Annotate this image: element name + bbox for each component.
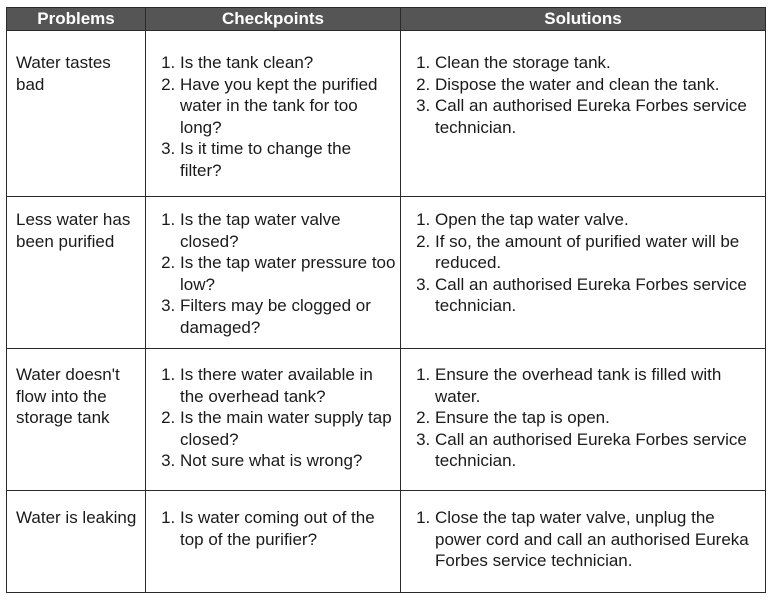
solution-item: 3. Call an authorised Eureka Forbes service technician. (435, 429, 761, 472)
problem-cell (7, 31, 146, 197)
solutions-cell (401, 31, 766, 197)
checkpoint-item: 3. Not sure what is wrong? (180, 450, 396, 472)
header-solutions: Solutions (401, 8, 766, 31)
checkpoint-item: 1. Is the tap water valve closed? (180, 209, 396, 252)
solution-item: 1. Close the tap water valve, unplug the power cord and call an authorised Eureka Forbes service technician. (435, 507, 761, 572)
checkpoint-item: 2. Have you kept the purified water in the tank for too long? (180, 74, 396, 139)
table-row (7, 31, 766, 197)
solutions-list (401, 31, 765, 138)
checkpoints-list (146, 491, 400, 550)
solution-item: 2. Ensure the tap is open. (435, 407, 761, 429)
solution-item: 2. If so, the amount of purified water will be reduced. (435, 231, 761, 274)
solutions-list (401, 349, 765, 472)
table-row (7, 349, 766, 491)
checkpoints-list (146, 349, 400, 472)
solution-item: 3. Call an authorised Eureka Forbes service technician. (435, 95, 761, 138)
problem-cell (7, 197, 146, 349)
problem-text: Water doesn't flow into the storage tank (16, 365, 120, 427)
solution-item: 3. Call an authorised Eureka Forbes service technician. (435, 274, 761, 317)
header-row (7, 8, 766, 31)
solution-item: 1. Clean the storage tank. (435, 52, 761, 74)
table-row (7, 491, 766, 593)
checkpoint-item: 1. Is there water available in the overhead tank? (180, 364, 396, 407)
solutions-cell (401, 197, 766, 349)
solution-item: 1. Ensure the overhead tank is filled with water. (435, 364, 761, 407)
solution-item: 2. Dispose the water and clean the tank. (435, 74, 761, 96)
problem-cell (7, 349, 146, 491)
checkpoints-list (146, 31, 400, 181)
checkpoints-cell (146, 491, 401, 593)
solutions-cell (401, 491, 766, 593)
checkpoints-cell (146, 31, 401, 197)
table-row (7, 197, 766, 349)
header-problems: Problems (7, 8, 146, 31)
solutions-list (401, 197, 765, 317)
checkpoints-list (146, 197, 400, 338)
problem-text: Less water has been purified (16, 210, 131, 251)
problem-text: Water is leaking (16, 508, 137, 527)
checkpoints-cell (146, 197, 401, 349)
checkpoint-item: 1. Is the tank clean? (180, 52, 396, 74)
header-checkpoints: Checkpoints (146, 8, 401, 31)
problem-text: Water tastes bad (16, 53, 111, 94)
checkpoint-item: 3. Filters may be clogged or damaged? (180, 295, 396, 338)
checkpoint-item: 2. Is the tap water pressure too low? (180, 252, 396, 295)
solutions-list (401, 491, 765, 572)
problem-cell (7, 491, 146, 593)
checkpoint-item: 3. Is it time to change the filter? (180, 138, 396, 181)
checkpoint-item: 2. Is the main water supply tap closed? (180, 407, 396, 450)
solution-item: 1. Open the tap water valve. (435, 209, 761, 231)
solutions-cell (401, 349, 766, 491)
troubleshooting-table (6, 7, 766, 593)
checkpoint-item: 1. Is water coming out of the top of the purifier? (180, 507, 396, 550)
checkpoints-cell (146, 349, 401, 491)
